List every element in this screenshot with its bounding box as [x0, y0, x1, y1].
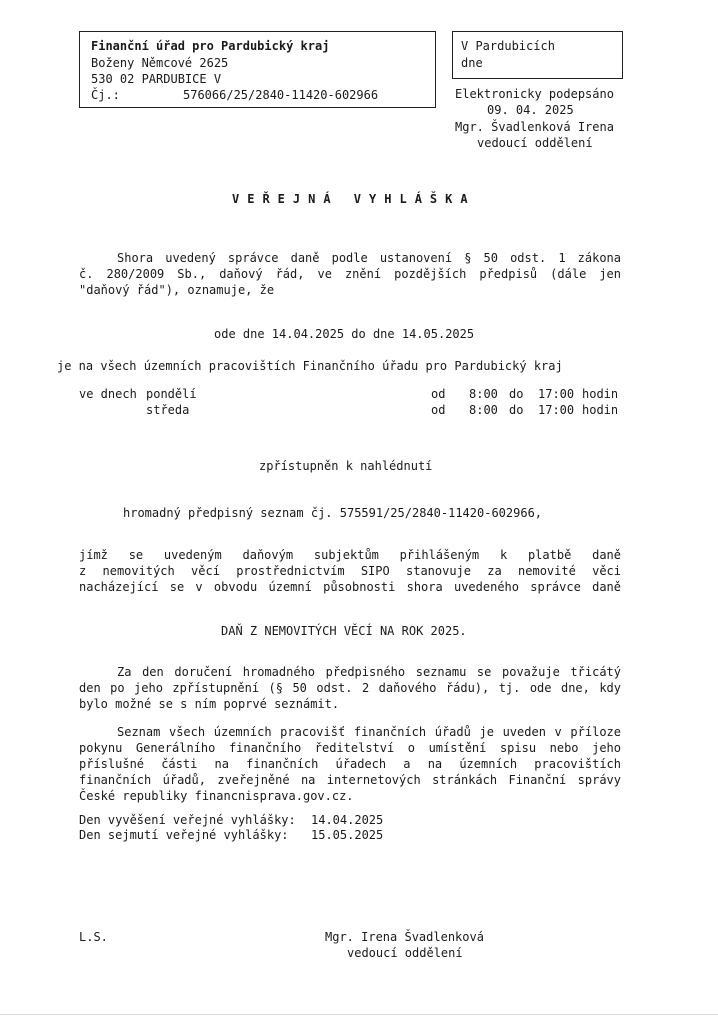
- workplaces-line: pokynu Generálního finančního ředitelství o umístění spisu nebo jeho: [79, 741, 621, 755]
- e-signature-name: Mgr. Švadlenková Irena: [455, 120, 614, 134]
- hours-to-time: 17:00: [538, 403, 575, 417]
- hours-from-time: 8:00: [469, 403, 498, 417]
- posted-date: 14.04.2025: [311, 813, 384, 827]
- removed-date: 15.05.2025: [311, 828, 384, 842]
- hours-to-label: do: [509, 387, 524, 401]
- hours-from-label: od: [431, 387, 446, 401]
- subjects-line: jímž se uvedeným daňovým subjektům přihlášeným k platbě daně: [79, 548, 621, 562]
- removed-label: Den sejmutí veřejné vyhlášky:: [79, 828, 289, 842]
- document-title: VEŘEJNÁ VYHLÁŠKA: [232, 192, 476, 206]
- delivery-paragraph: [79, 664, 621, 712]
- e-signature-label: Elektronicky podepsáno: [455, 87, 614, 101]
- posted-label: Den vyvěšení veřejné vyhlášky:: [79, 813, 296, 827]
- date-label: dne: [461, 56, 483, 70]
- intro-line: č. 280/2009 Sb., daňový řád, ve znění pozdějších předpisů (dále jen: [79, 267, 621, 281]
- delivery-line: Za den doručení hromadného předpisného seznamu se považuje třicátý: [117, 665, 621, 679]
- office-city: 530 02 PARDUBICE V: [91, 72, 222, 86]
- subjects-line: z nemovitých věcí prostřednictvím SIPO stanovuje za nemovité věci: [79, 564, 621, 578]
- hours-to-label: do: [509, 403, 524, 417]
- hours-unit: hodin: [582, 387, 619, 401]
- subjects-line: nacházející se v obvodu územní působnosti shora uvedeného správce daně: [79, 580, 621, 594]
- delivery-line: den po jeho zpřístupnění (§ 50 odst. 2 daňového řádu), tj. ode dne, kdy: [79, 681, 621, 695]
- workplaces-paragraph: [79, 724, 621, 804]
- list-reference: hromadný předpisný seznam čj. 575591/25/2840-11420-602966,: [123, 506, 543, 520]
- locus-sigilli: L.S.: [79, 930, 108, 944]
- e-signature-date: 09. 04. 2025: [487, 103, 574, 117]
- hours-from-label: od: [431, 403, 446, 417]
- workplaces-line: finančních úřadů, zveřejněné na internetových stránkách Finanční správy: [79, 773, 621, 787]
- delivery-line: bylo možné se s ním poprvé seznámit.: [79, 697, 340, 711]
- place-label: V Pardubicích: [461, 39, 555, 53]
- hours-unit: hodin: [582, 403, 619, 417]
- reference-label: Čj.:: [91, 88, 120, 102]
- availability-period: ode dne 14.04.2025 do dne 14.05.2025: [214, 327, 475, 341]
- workplaces-line: Seznam všech územních pracovišť finančních úřadů je uveden v příloze: [117, 725, 621, 739]
- e-signature-role: vedoucí oddělení: [477, 136, 593, 150]
- reference-number: 576066/25/2840-11420-602966: [183, 88, 379, 102]
- subjects-paragraph: [79, 547, 621, 595]
- hours-to-time: 17:00: [538, 387, 575, 401]
- hours-day-wednesday: středa: [146, 403, 190, 417]
- hours-from-time: 8:00: [469, 387, 498, 401]
- available-statement: zpřístupněn k nahlédnutí: [259, 459, 433, 473]
- office-street: Boženy Němcové 2625: [91, 56, 229, 70]
- page-bottom-edge: [0, 1014, 718, 1015]
- hours-day-monday: pondělí: [146, 387, 197, 401]
- availability-location: je na všech územních pracovištích Finančního úřadu pro Pardubický kraj: [57, 359, 563, 373]
- office-name: Finanční úřad pro Pardubický kraj: [91, 39, 330, 53]
- intro-paragraph: [79, 250, 621, 298]
- workplaces-line: příslušné části na finančních úřadech a na územních pracovištích: [79, 757, 621, 771]
- signer-name: Mgr. Irena Švadlenková: [325, 930, 484, 944]
- intro-line: Shora uvedený správce daně podle ustanovení § 50 odst. 1 zákona: [117, 251, 621, 265]
- hours-prefix: ve dnech: [79, 387, 137, 401]
- tax-title: DAŇ Z NEMOVITÝCH VĚCÍ NA ROK 2025.: [221, 624, 467, 638]
- signer-role: vedoucí oddělení: [347, 946, 463, 960]
- intro-line: "daňový řád"), oznamuje, že: [79, 283, 275, 297]
- workplaces-line: České republiky financnisprava.gov.cz.: [79, 789, 354, 803]
